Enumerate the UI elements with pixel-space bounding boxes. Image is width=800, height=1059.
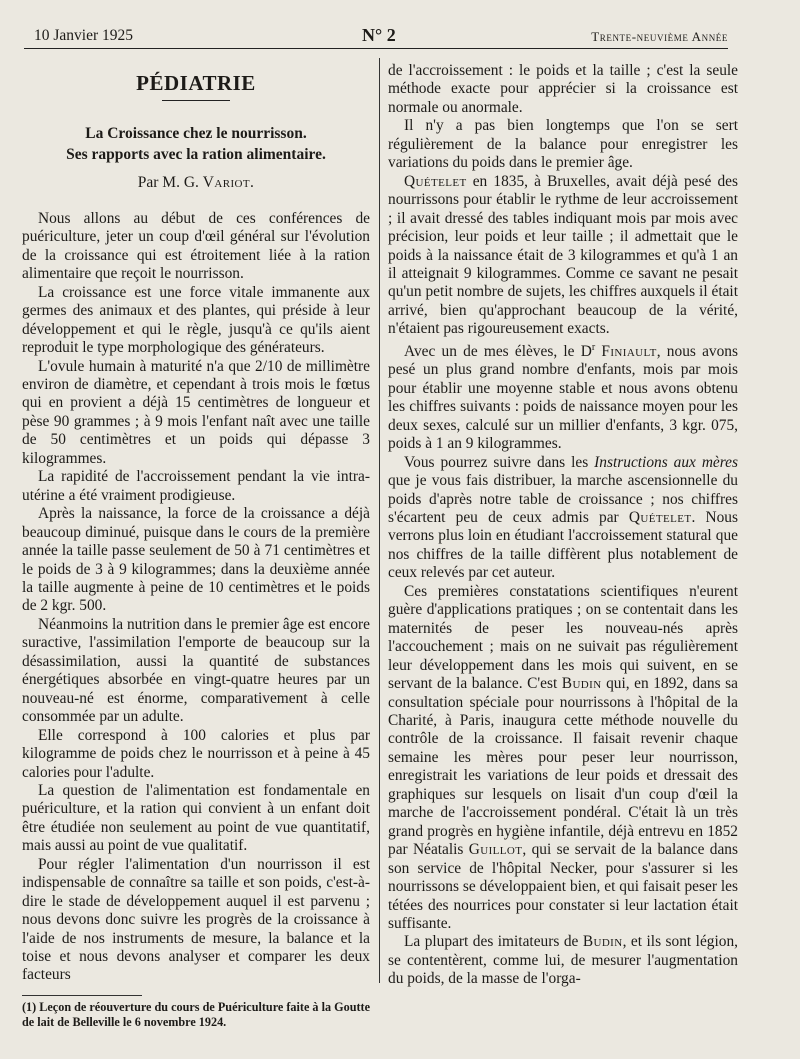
- running-header: [34, 27, 728, 49]
- person-name: Quételet: [404, 172, 467, 190]
- footnote: (1) Leçon de réouverture du cours de Puériculture faite à la Goutte de lait de Belleville le 6 novembre 1924.: [22, 999, 370, 1029]
- paragraph: Néanmoins la nutrition dans le premier âge est encore suractive, l'assimilation l'emporte de beaucoup sur la désassimilation, aussi la quantité de substances énergétiques absorbée en vingt-quatre heures par un nouveau-né est énorme, comparativement à celle consommée par un adulte.: [22, 615, 370, 726]
- person-name: Budin: [561, 675, 602, 693]
- subtitle-line-1: La Croissance chez le nourrisson.: [85, 125, 307, 143]
- paragraph: L'ovule humain à maturité n'a que 2/10 de millimètre environ de diamètre, et cependant à trois mois le fœtus qui en provient a déjà 15 centimètres de longueur et pèse 90 grammes ; à 9 mois l'enfant naît avec une taille de 50 centimètres et un poids qui dépasse 3 kilogrammes.: [22, 357, 370, 467]
- paragraph: [388, 173, 738, 339]
- footnote-rule: [22, 995, 142, 996]
- person-name: Finiault: [601, 342, 657, 360]
- subtitle-line-2: Ses rapports avec la ration alimentaire.: [66, 146, 326, 164]
- person-name: Budin: [582, 933, 623, 951]
- column-divider: [379, 58, 380, 983]
- paragraph: [388, 339, 738, 454]
- header-issue-number: N° 2: [362, 25, 396, 45]
- paragraph: Il n'y a pas bien longtemps que l'on se sert régulièrement de la balance pour enregistrer les variations du poids dans le premier âge.: [388, 117, 738, 172]
- paragraph: Nous allons au début de ces conférences de puériculture, jeter un coup d'œil général sur l'évolution de la croissance qui est étroitement liée à la ration alimentaire que reçoit le nourrisson.: [22, 209, 370, 283]
- paragraph-text: que je vous fais distribuer, la marche ascensionnelle du poids d'après notre table de croissance ; nos chiffres s'écartent peu de ceux admis par: [388, 472, 738, 526]
- header-rule: [24, 48, 728, 49]
- paragraph-text: , qui se servait de la balance dans son service de l'hôpital Necker, pour s'assurer si les nourrissons se développaient bien, et qui faisait peser les tétées des nourrices pour constater si leur lactation était suffisante.: [388, 841, 738, 932]
- paragraph: La rapidité de l'accroissement pendant la vie intra-utérine a été vraiment prodigieuse.: [22, 468, 370, 504]
- paragraph-text: . Nous verrons plus loin en étudiant l'accroissement statural que nos chiffres de la taille diffèrent plus notablement de ceux relevés par cet auteur.: [388, 509, 738, 582]
- paragraph: [388, 933, 738, 988]
- paragraph-text: en 1835, à Bruxelles, avait déjà pesé des nourrissons pour établir le rythme de leur accroissement ; il avait dressé des tables indiquant mois par mois avec précision, leur poids et leur taille ; il admettait que le poids à la naissance était de 3 kilogrammes et qu'à 1 an il atteignait 9 kilogrammes. Comme ce savant ne pesait qu'un petit nombre de sujets, les chiffres auxquels il était arrivé, bien qu'approchant beaucoup de la vérité, n'étaient pas rigoureusement exacts.: [388, 172, 738, 338]
- header-year: Trente-neuvième Année: [591, 29, 728, 44]
- paragraph-text: Ces premières constatations scientifiques n'eurent guère d'applications pratiques ; on se contentait dans les maternités de peser les nouveau-nés après l'accouchement ; mais on ne suivait pas régulièrement leur développement dans les mois qui suivent, en se servant de la balance. C'est: [388, 582, 738, 693]
- article-author: [22, 174, 370, 192]
- paragraph: La croissance est une force vitale immanente aux germes des animaux et des plantes, qui préside à leur développement et qui le règle, jusqu'à ce qu'ils aient reproduit le type morphologique des générateurs.: [22, 283, 370, 357]
- header-date: 10 Janvier 1925: [34, 27, 134, 44]
- italic-title: Instructions aux mères: [594, 453, 739, 471]
- section-title: PÉDIATRIE: [136, 71, 256, 95]
- paragraph: Pour régler l'alimentation d'un nourrisson il est indispensable de connaître sa taille et son poids, c'est-à-dire le stade de développement auquel il est parvenu ; nous devons donc suivre les progrès de la croissance à l'aide de nos instruments de mesure, la balance et la toise et nous devons analyser et comparer les deux facteurs: [22, 855, 370, 984]
- paragraph: Elle correspond à 100 calories et plus par kilogramme de poids chez le nourrisson et à peine à 45 calories pour l'adulte.: [22, 726, 370, 781]
- article-subtitle: [22, 123, 370, 165]
- superscript: r: [591, 341, 596, 353]
- paragraph: [388, 454, 738, 583]
- right-column: [388, 62, 738, 989]
- paragraph-text: Vous pourrez suivre dans les: [404, 453, 595, 471]
- paragraph: [388, 583, 738, 934]
- paragraph-text: Avec un de mes élèves, le D: [404, 342, 592, 360]
- paragraph: de l'accroissement : le poids et la taille ; c'est la seule méthode exacte pour apprécier si la croissance est normale ou anormale.: [388, 62, 738, 116]
- paragraph-text: La plupart des imitateurs de: [404, 933, 583, 951]
- person-name: Quételet: [628, 509, 692, 526]
- person-name: Guillot: [468, 841, 523, 859]
- title-rule: [162, 100, 230, 101]
- paragraph-text: , nous avons pesé un plus grand nombre d'enfants, mois par mois pour établir une moyenne stable et nous avons obtenu les chiffres suivants : poids de naissance moyen pour les deux sexes, calculé sur un millier d'enfants, 3 kgr. 075, poids à 1 an 9 kilogrammes.: [388, 342, 738, 453]
- paragraph: La question de l'alimentation est fondamentale en puériculture, et la ration qui convient à un enfant doit être étudiée non seulement au point de vue quantitatif, mais aussi au point de vue qualitatif.: [22, 781, 370, 855]
- paragraph-text: , et ils sont légion, se contentèrent, comme lui, de mesurer l'augmentation du poids, de la masse de l'orga-: [388, 933, 738, 988]
- left-column: [22, 66, 370, 1030]
- author-name: Variot.: [202, 174, 255, 192]
- author-prefix: Par M. G.: [137, 174, 199, 192]
- paragraph-text: qui, en 1892, dans sa consultation spéciale pour nourrissons à l'hôpital de la Charité, à Paris, inaugura cette méthode nouvelle du contrôle de la croissance. Il faisait revenir chaque semaine les mères pour peser leur nourrisson, enregistrait les variations de leur poids et dressait des graphiques sur lesquels on lisait d'un coup d'œil la marche de l'accroissement pondéral. C'était là un très grand progrès en hygiène infantile, déjà entrevu en 1852 par Néatalis: [388, 675, 738, 859]
- paragraph: Après la naissance, la force de la croissance a déjà beaucoup diminué, puisque dans le cours de la première année la taille passe seulement de 50 à 71 centimètres et le poids de 3 à 9 kilogrammes; dans la deuxième année la taille augmente à peine de 10 centimètres et le poids de 2 kgr. 500.: [22, 505, 370, 615]
